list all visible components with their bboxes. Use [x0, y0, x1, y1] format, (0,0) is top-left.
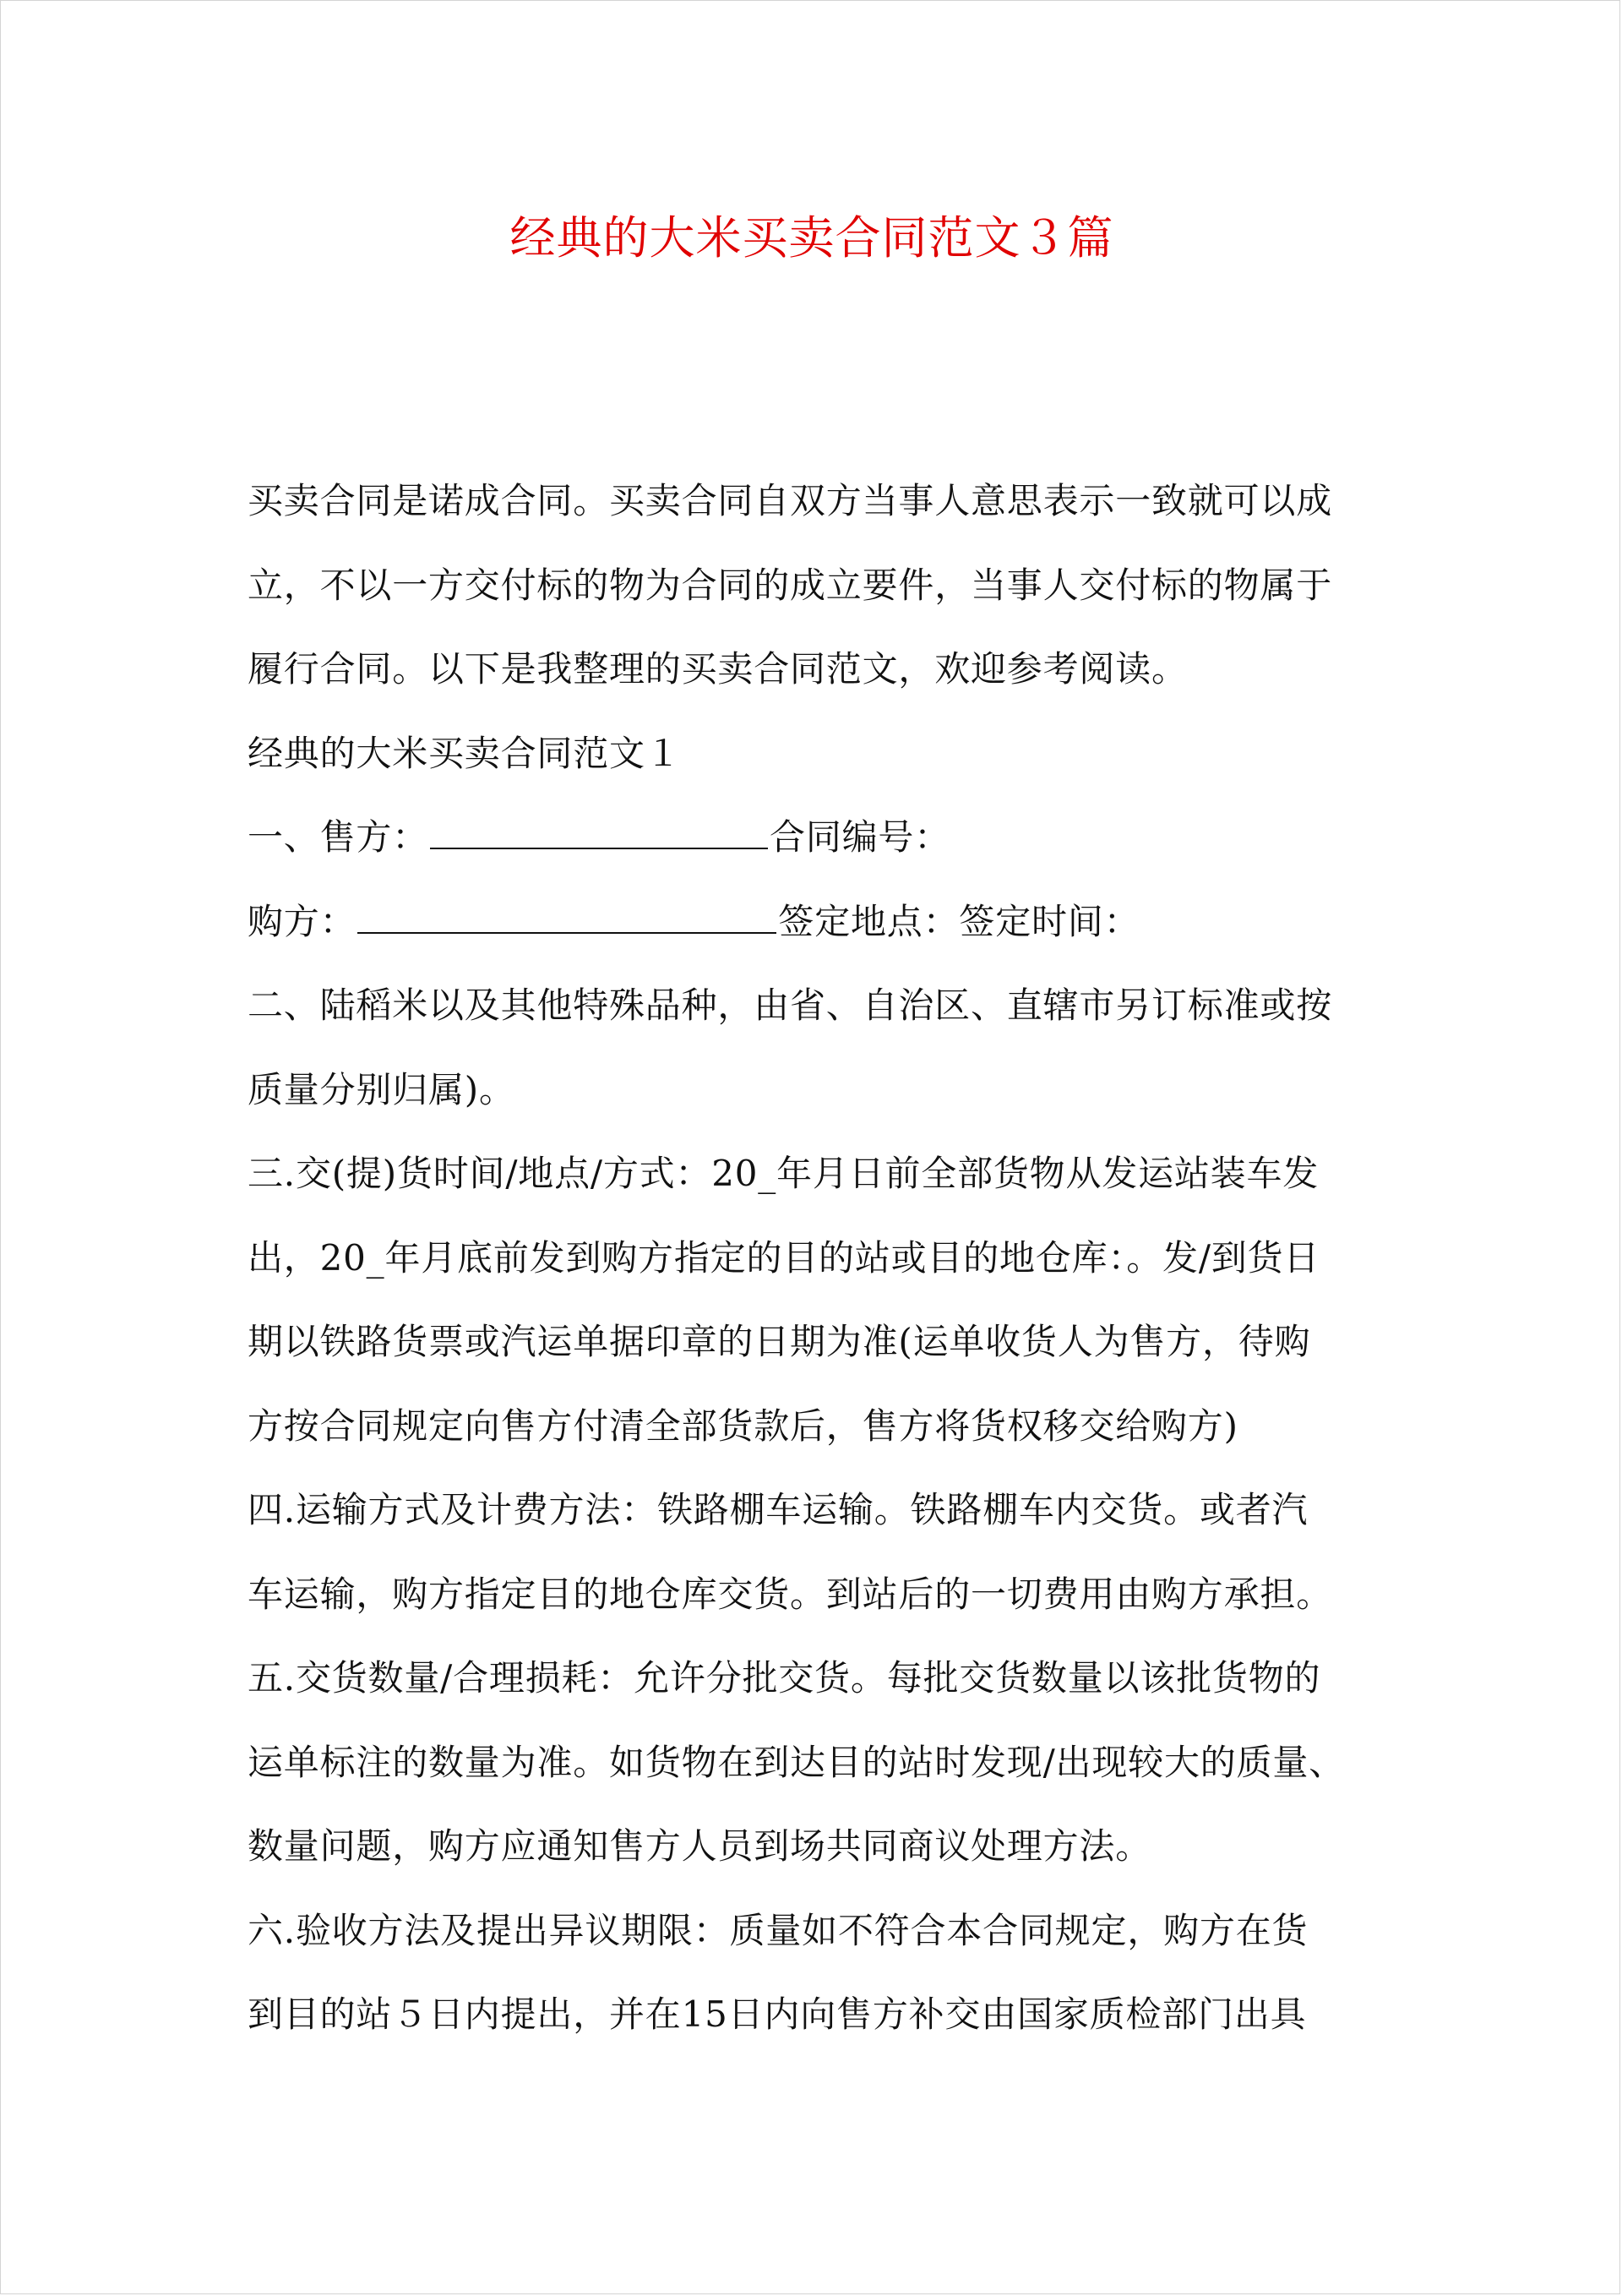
- seller-line: [248, 795, 1384, 880]
- paragraph-line: 买卖合同是诺成合同。买卖合同自双方当事人意思表示一致就可以成: [248, 480, 1333, 521]
- buyer-label: 购方：: [248, 900, 357, 942]
- buyer-line: [248, 880, 1384, 964]
- paragraph-line: 履行合同。以下是我整理的买卖合同范文，欢迎参考阅读。: [248, 648, 1188, 690]
- paragraph-line: 质量分别归属)。: [248, 1068, 515, 1110]
- paragraph-line: 车运输，购方指定目的地仓库交货。到站后的一切费用由购方承担。: [248, 1573, 1333, 1615]
- buyer-blank-field: [357, 905, 776, 934]
- paragraph-line: 方按合同规定向售方付清全部货款后，售方将货权移交给购方): [248, 1404, 1238, 1447]
- paragraph-line: 四.运输方式及计费方法：铁路棚车运输。铁路棚车内交货。或者汽: [248, 1489, 1309, 1530]
- paragraph-line: 立，不以一方交付标的物为合同的成立要件，当事人交付标的物属于: [248, 564, 1333, 606]
- seller-blank-field: [430, 821, 768, 849]
- paragraph-line: 出，20_年月底前发到购方指定的目的站或目的地仓库：。发/到货日: [248, 1236, 1320, 1279]
- paragraph-line: 二、陆稻米以及其他特殊品种，由省、自治区、直辖市另订标准或按: [248, 984, 1333, 1026]
- contract-number-label: 合同编号：: [770, 816, 951, 858]
- paragraph-line: 到目的站５日内提出，并在15日内向售方补交由国家质检部门出具: [248, 1993, 1307, 2035]
- document-body: [248, 459, 1384, 2057]
- signing-place-time-label: 签定地点：签定时间：: [778, 900, 1140, 942]
- paragraph-line: 六.验收方法及提出异议期限：质量如不符合本合同规定，购方在货: [248, 1909, 1309, 1951]
- paragraph-line: 数量问题，购方应通知售方人员到场共同商议处理方法。: [248, 1825, 1152, 1867]
- paragraph-line: 五.交货数量/合理损耗：允许分批交货。每批交货数量以该批货物的: [248, 1657, 1321, 1699]
- seller-label: 一、售方：: [248, 816, 429, 858]
- paragraph-line: 运单标注的数量为准。如货物在到达目的站时发现/出现较大的质量、: [248, 1741, 1345, 1783]
- section-heading: 经典的大米买卖合同范文１: [248, 732, 682, 774]
- document-title: 经典的大米买卖合同范文３篇: [509, 211, 1114, 265]
- paragraph-line: 三.交(提)货时间/地点/方式：20_年月日前全部货物从发运站装车发: [248, 1153, 1320, 1194]
- paragraph-line: 期以铁路货票或汽运单据印章的日期为准(运单收货人为售方，待购: [248, 1321, 1311, 1362]
